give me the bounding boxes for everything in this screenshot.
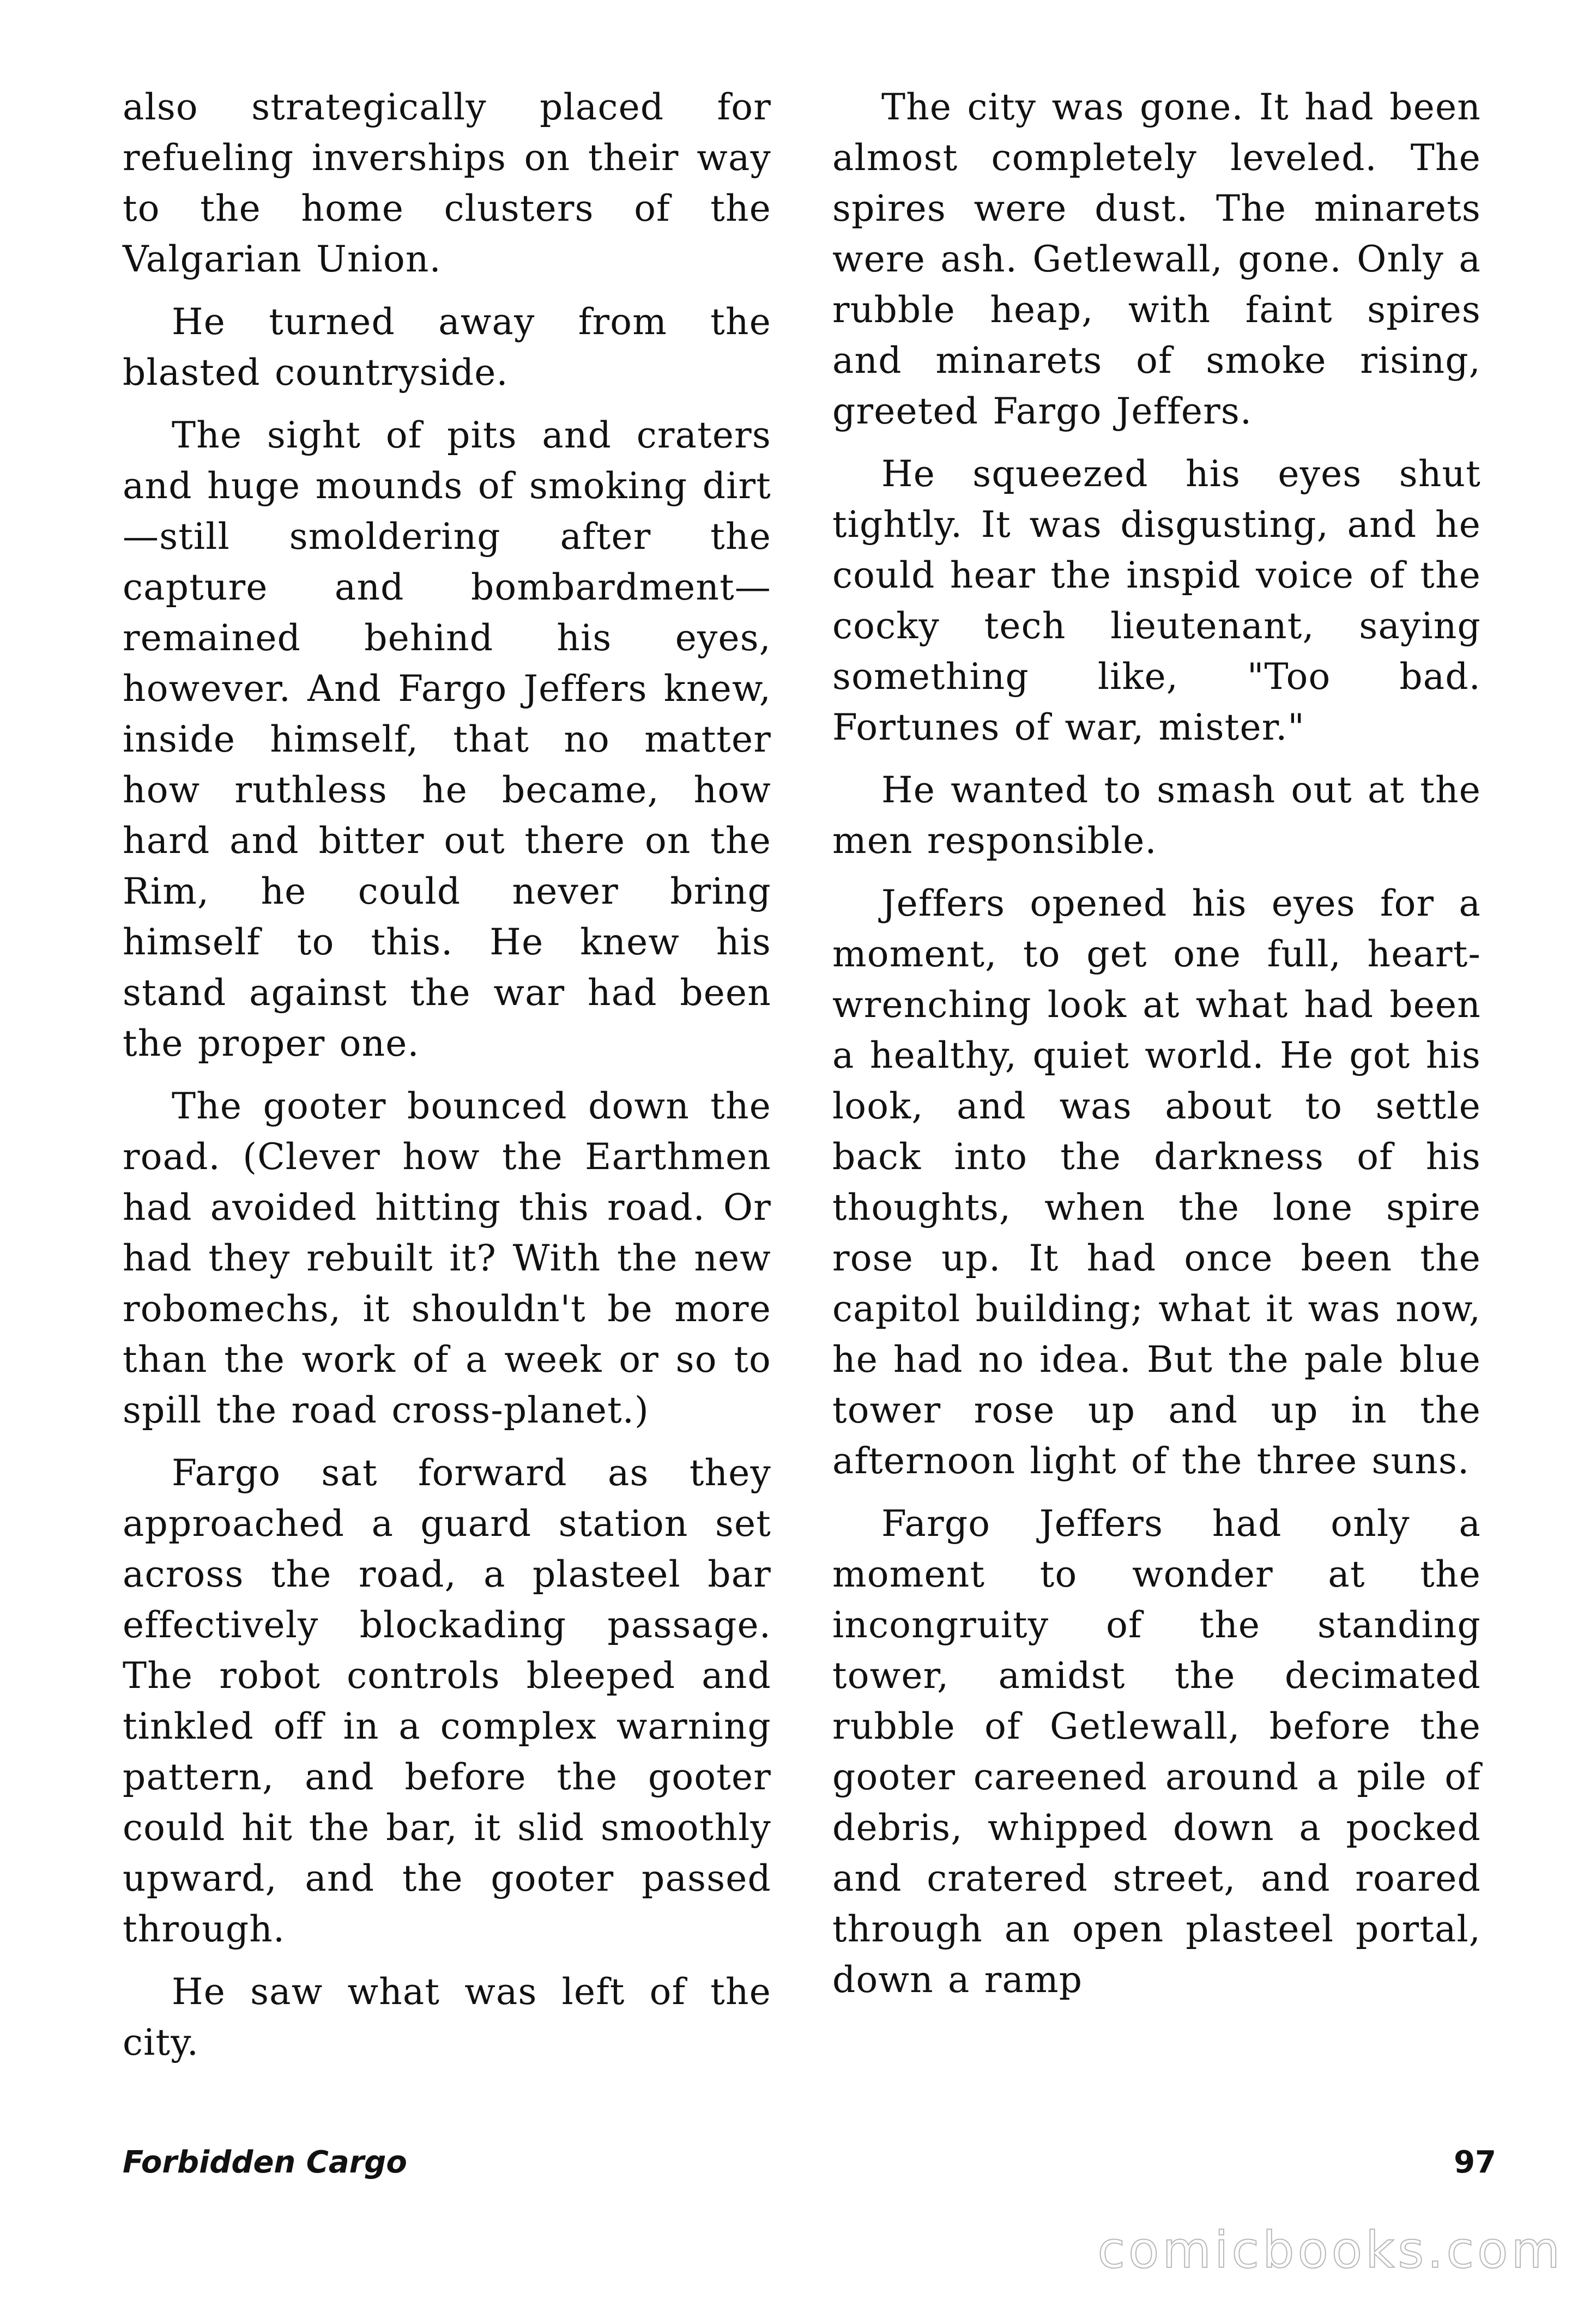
- page-footer: [123, 2145, 1496, 2188]
- paragraph: He wanted to smash out at the men responsible.: [832, 769, 1481, 862]
- paragraph: The city was gone. It had been almost completely leveled. The spires were dust. The minarets were ash. Getlewall, gone. Only a rubble heap, with faint spires and minarets of smoke rising, greeted Fargo Jeffers.: [832, 86, 1481, 432]
- paragraph: Fargo sat forward as they approached a guard station set across the road, a plasteel bar effectively blockading passage. The robot controls bleeped and tinkled off in a complex warning pattern, and before the gooter could hit the bar, it slid smoothly upward, and the gooter passed through.: [123, 1452, 771, 1950]
- paragraph: Jeffers opened his eyes for a moment, to get one full, heart-wrenching look at what had been a healthy, quiet world. He got his look, and was about to settle back into the darkness of his thoughts, when the lone spire rose up. It had once been the capitol building; what it was now, he had no idea. But the pale blue tower rose up and up in the afternoon light of the three suns.: [832, 882, 1481, 1482]
- paragraph: He turned away from the blasted countryside.: [123, 301, 771, 394]
- running-title: Forbidden Cargo: [123, 2145, 407, 2180]
- paragraph: The gooter bounced down the road. (Clever how the Earthmen had avoided hitting this road. Or had they rebuilt it? With the new robomechs, it shouldn't be more than the work of a week or so to spill the road cross-planet.): [123, 1085, 771, 1431]
- paragraph: He squeezed his eyes shut tightly. It was disgusting, and he could hear the inspid voice of the cocky tech lieutenant, saying something like, "Too bad. Fortunes of war, mister.": [832, 453, 1481, 748]
- paragraph: Fargo Jeffers had only a moment to wonder at the incongruity of the standing tower, amidst the decimated rubble of Getlewall, before the gooter careened around a pile of debris, whipped down a pocked and cratered street, and roared through an open plasteel portal, down a ramp: [832, 1503, 1481, 2001]
- paragraph: He saw what was left of the city.: [123, 1971, 771, 2063]
- paragraph: also strategically placed for refueling inverships on their way to the home clusters of the Valgarian Union.: [123, 86, 771, 280]
- text-column-right: [832, 82, 1481, 2017]
- page-number: 97: [1454, 2145, 1496, 2180]
- paragraph: The sight of pits and craters and huge mounds of smoking dirt—still smoldering after the capture and bombardment—remained behind his eyes, however. And Fargo Jeffers knew, inside himself, that no matter how ruthless he became, how hard and bitter out there on the Rim, he could never bring himself to this. He knew his stand against the war had been the proper one.: [123, 414, 771, 1064]
- watermark: comicbooks.com: [1097, 2221, 1563, 2279]
- text-column-left: [123, 82, 771, 2080]
